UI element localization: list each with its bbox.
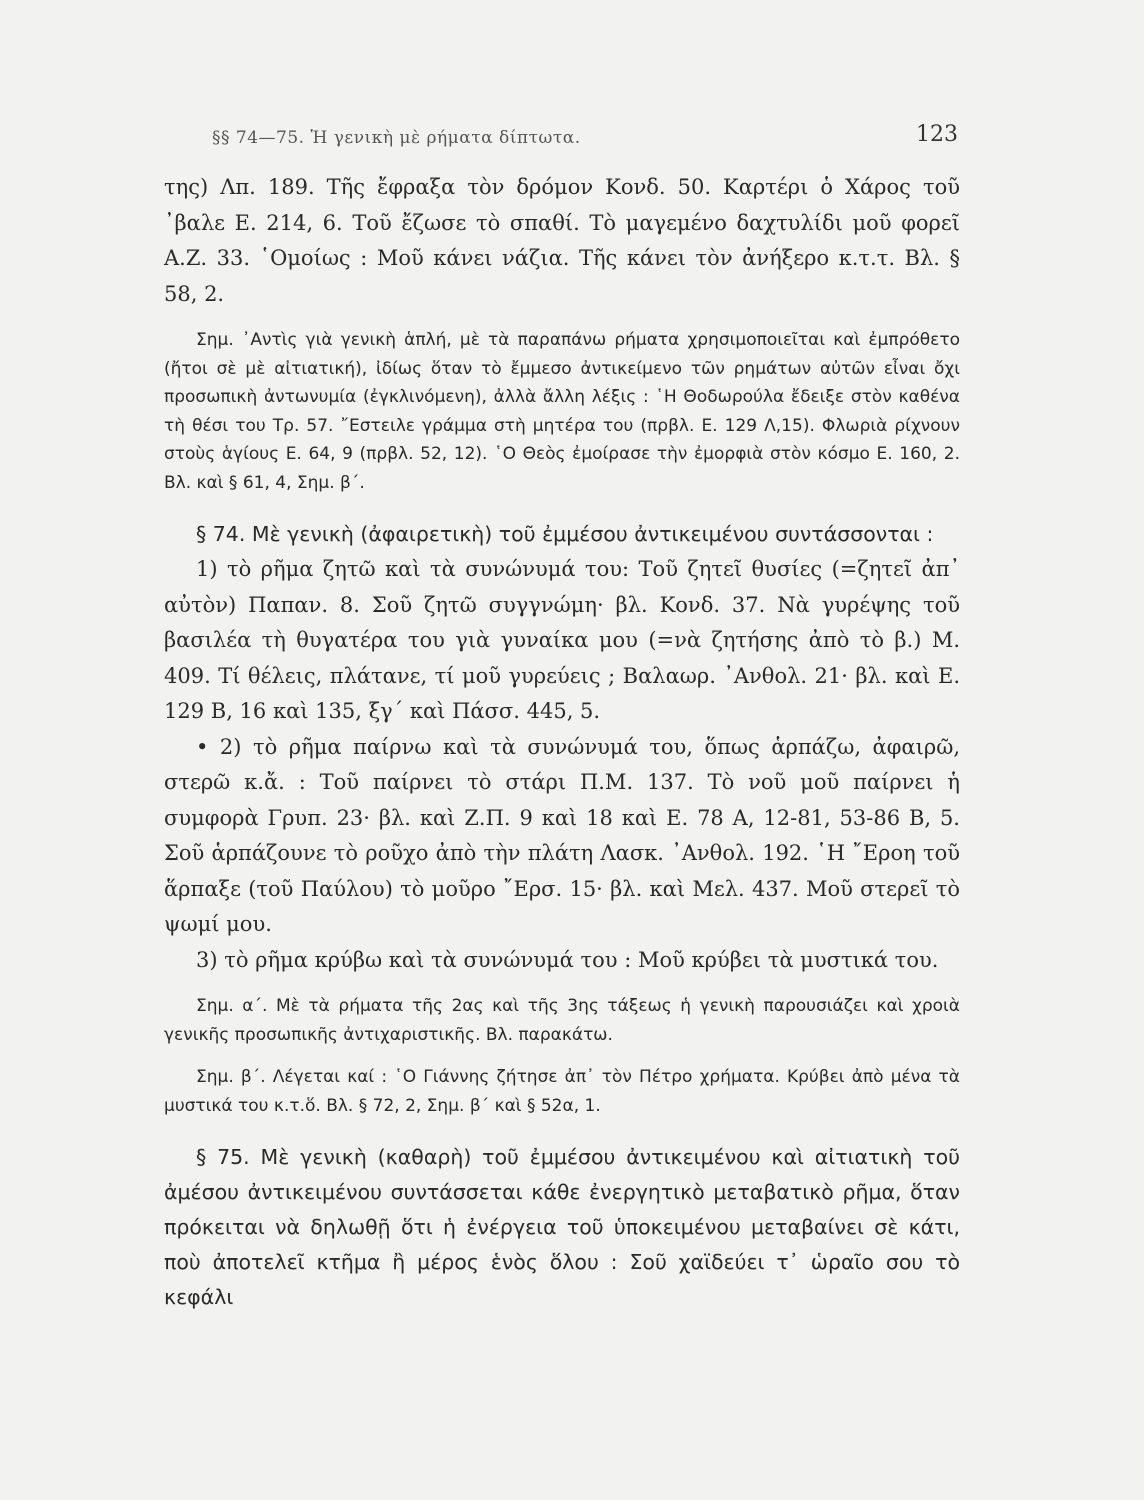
running-head: §§ 74—75. Ἡ γενικὴ μὲ ρήματα δίπτωτα.	[212, 128, 581, 148]
paragraph-continuation: της) Λπ. 189. Τῆς ἔφραξα τὸν δρόμον Κονδ. 50. Καρτέρι ὁ Χάρος τοῦ ᾿βαλε Ε. 214, 6. Τοῦ ἔζωσε τὸ σπαθί. Τὸ μαγεμένο δαχτυλίδι μοῦ φορεῖ Α.Ζ. 33. ῾Ομοίως : Μοῦ κάνει νάζια. Τῆς κάνει τὸν ἀνήξερο κ.τ.τ. Βλ. § 58, 2.	[164, 175, 960, 306]
page-body	[164, 170, 960, 1315]
note-beta: Σημ. β΄. Λέγεται καί : ῾Ο Γιάννης ζήτησε ἀπ᾿ τὸν Πέτρο χρήματα. Κρύβει ἀπὸ μένα τὰ μυστικά του κ.τ.ὅ. Βλ. § 72, 2, Σημ. β΄ καὶ § 52α, 1.	[164, 1067, 960, 1116]
section-75-paragraph: § 75. Μὲ γενικὴ (καθαρὴ) τοῦ ἐμμέσου ἀντικειμένου καὶ αἰτιατικὴ τοῦ ἀμέσου ἀντικειμένου συντάσσεται κάθε ἐνεργητικὸ μεταβατικὸ ρῆμα, ὅταν πρόκειται νὰ δηλωθῇ ὅτι ἡ ἐνέργεια τοῦ ὑποκειμένου μεταβαίνει σὲ κάτι, ποὺ ἀποτελεῖ κτῆμα ἢ μέρος ἑνὸς ὅλου : Σοῦ χαϊδεύει τ᾿ ὡραῖο σου τὸ κεφάλι	[164, 1145, 960, 1309]
note-paragraph: Σημ. ᾿Αντὶς γιὰ γενικὴ ἁπλή, μὲ τὰ παραπάνω ρήματα χρησιμοποιεῖται καὶ ἐμπρόθετο (ἤτοι σὲ μὲ αἰτιατική), ἰδίως ὅταν τὸ ἔμμεσο ἀντικείμενο τῶν ρημάτων αὐτῶν εἶναι ὄχι προσωπικὴ ἀντωνυμία (ἐγκλινόμενη), ἀλλὰ ἄλλη λέξις : ῾Η Θοδωρούλα ἔδειξε στὸν καθένα τὴ θέσι του Τρ. 57. ῎Εστειλε γράμμα στὴ μητέρα του (πρβλ. Ε. 129 Λ,15). Φλωριὰ ρίχνουν στοὺς ἁγίους Ε. 64, 9 (πρβλ. 52, 12). ῾Ο Θεὸς ἐμοίρασε τὴν ἐμορφιὰ στὸν κόσμο Ε. 160, 2. Βλ. καὶ § 61, 4, Σημ. β΄.	[164, 330, 960, 493]
page-number: 123	[916, 122, 958, 147]
note-alpha: Σημ. α΄. Μὲ τὰ ρήματα τῆς 2ας καὶ τῆς 3ης τάξεως ἡ γενικὴ παρουσιάζει καὶ χροιὰ γενικῆς προσωπικῆς ἀντιχαριστικῆς. Βλ. παρακάτω.	[164, 996, 960, 1045]
list-item-3: 3) τὸ ρῆμα κρύβω καὶ τὰ συνώνυμά του : Μοῦ κρύβει τὰ μυστικά του.	[196, 947, 939, 972]
section-74-heading: § 74. Μὲ γενικὴ (ἀφαιρετικὴ) τοῦ ἐμμέσου ἀντικειμένου συντάσσονται :	[196, 522, 934, 546]
page-header	[164, 122, 958, 162]
list-item-1: 1) τὸ ρῆμα ζητῶ καὶ τὰ συνώνυμά του: Τοῦ ζητεῖ θυσίες (=ζητεῖ ἀπ᾿ αὐτὸν) Παπαν. 8. Σοῦ ζητῶ συγγνώμη· βλ. Κονδ. 37. Νὰ γυρέψης τοῦ βασιλέα τὴ θυγατέρα του γιὰ γυναίκα μου (=νὰ ζητήσης ἀπὸ τὸ β.) Μ. 409. Τί θέλεις, πλάτανε, τί μοῦ γυρεύεις ; Βαλαωρ. ᾿Ανθολ. 21· βλ. καὶ Ε. 129 Β, 16 καὶ 135, ξγ΄ καὶ Πάσσ. 445, 5.	[164, 557, 960, 723]
list-item-2: • 2) τὸ ρῆμα παίρνω καὶ τὰ συνώνυμά του, ὅπως ἁρπάζω, ἀφαιρῶ, στερῶ κ.ἄ. : Τοῦ παίρνει τὸ στάρι Π.Μ. 137. Τὸ νοῦ μοῦ παίρνει ἡ συμφορὰ Γρυπ. 23· βλ. καὶ Ζ.Π. 9 καὶ 18 καὶ Ε. 78 Α, 12-81, 53-86 Β, 5. Σοῦ ἁρπάζουνε τὸ ροῦχο ἀπὸ τὴν πλάτη Λασκ. ᾿Ανθολ. 192. ῾Η ῎Εροη τοῦ ἅρπαξε (τοῦ Παύλου) τὸ μοῦρο ῎Ερσ. 15· βλ. καὶ Μελ. 437. Μοῦ στερεῖ τὸ ψωμί μου.	[164, 734, 960, 936]
